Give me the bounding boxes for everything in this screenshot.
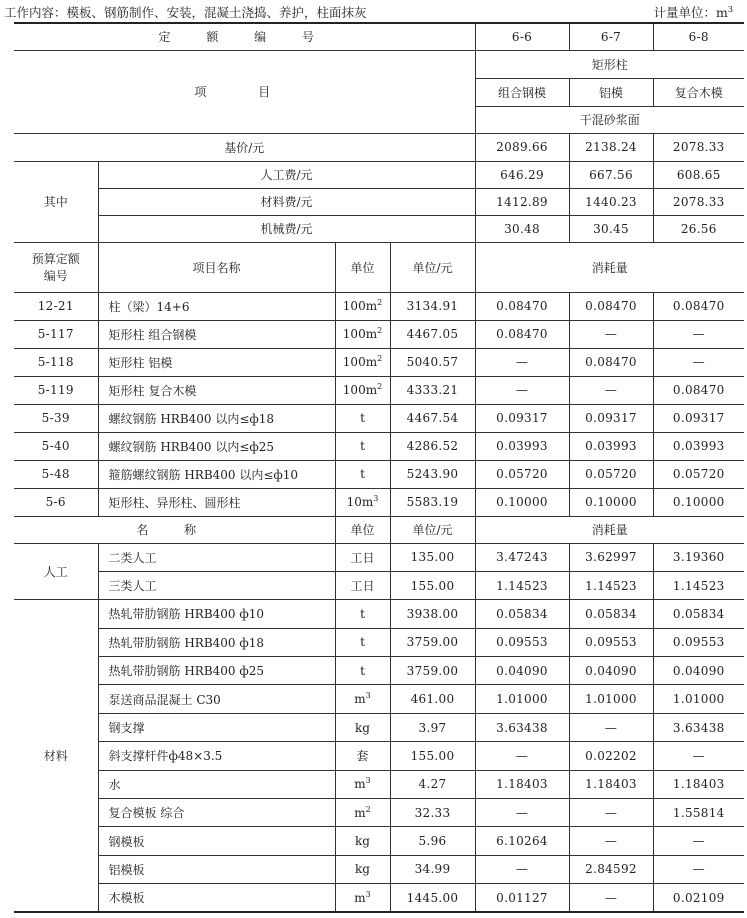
material-value: 0.09553 [475, 628, 569, 656]
budget-price: 5040.57 [390, 348, 475, 376]
among-row [14, 215, 744, 242]
material-value: 0.05834 [653, 600, 744, 628]
material-value: — [569, 827, 653, 855]
among-value: 1440.23 [569, 188, 653, 215]
resource-header-row [14, 516, 744, 543]
unit-text: 工日 [350, 550, 375, 565]
material-row [14, 685, 744, 713]
budget-value: — [475, 376, 569, 404]
material-value: 1.18403 [653, 770, 744, 798]
material-value: 0.02109 [653, 884, 744, 912]
quota-code: 6-6 [475, 23, 569, 50]
among-value: 608.65 [653, 161, 744, 188]
budget-price: 5583.19 [390, 488, 475, 516]
budget-value: 0.08470 [475, 320, 569, 348]
material-value: 0.09553 [569, 628, 653, 656]
material-price: 4.27 [390, 770, 475, 798]
budget-row [14, 432, 744, 460]
unit-cell [335, 884, 390, 912]
labor-label: 人工 [14, 543, 98, 600]
measure-unit: 计量单位：$m^3$ [653, 4, 733, 20]
material-label: 材料 [14, 600, 98, 912]
material-value: — [475, 855, 569, 883]
material-row [14, 884, 744, 912]
labor-value: 3.19360 [653, 543, 744, 571]
unit-text: m [354, 777, 366, 792]
material-value: — [569, 799, 653, 827]
material-price: 3.97 [390, 713, 475, 741]
quota-table-body [14, 23, 744, 912]
budget-value: — [653, 348, 744, 376]
budget-value: 0.08470 [569, 292, 653, 320]
unit-cell [335, 543, 390, 571]
material-name: 钢支撑 [98, 713, 335, 741]
budget-value: 0.03993 [475, 432, 569, 460]
unit-text: t [360, 606, 365, 621]
material-value: 1.55814 [653, 799, 744, 827]
unit-cell [335, 292, 390, 320]
budget-row [14, 404, 744, 432]
budget-value: 0.09317 [569, 404, 653, 432]
unit-cell [335, 628, 390, 656]
material-row [14, 855, 744, 883]
labor-value: 3.47243 [475, 543, 569, 571]
material-price: 34.99 [390, 855, 475, 883]
material-price: 1445.00 [390, 884, 475, 912]
unit-text: t [360, 467, 365, 481]
unit-text: t [360, 411, 365, 425]
budget-value: — [569, 376, 653, 404]
budget-row [14, 292, 744, 320]
budget-code: 5-117 [14, 320, 98, 348]
unit-cell [335, 571, 390, 599]
among-row [14, 188, 744, 215]
budget-value: 0.08470 [653, 292, 744, 320]
unit-cell [335, 348, 390, 376]
column-group: 矩形柱 [475, 50, 744, 78]
budget-name: 螺纹钢筋 HRB400 以内≤ф18 [98, 404, 335, 432]
budget-name-header: 项目名称 [98, 242, 335, 292]
material-value: 3.63438 [475, 713, 569, 741]
budget-price: 4333.21 [390, 376, 475, 404]
among-value: 1412.89 [475, 188, 569, 215]
labor-name: 二类人工 [98, 543, 335, 571]
unit-sup: 2 [377, 354, 383, 363]
budget-value: — [653, 320, 744, 348]
material-name: 钢模板 [98, 827, 335, 855]
budget-price: 4467.05 [390, 320, 475, 348]
material-value: — [569, 884, 653, 912]
material-value: — [653, 855, 744, 883]
budget-row [14, 460, 744, 488]
among-value: 30.48 [475, 215, 569, 242]
budget-code: 5-119 [14, 376, 98, 404]
quota-code: 6-7 [569, 23, 653, 50]
header-line [0, 0, 747, 22]
unit-cell [335, 432, 390, 460]
unit-text: m [354, 692, 366, 707]
mortar-type: 干混砂浆面 [475, 106, 744, 133]
material-value: — [569, 713, 653, 741]
unit-cell [335, 855, 390, 883]
material-name: 木模板 [98, 884, 335, 912]
budget-price: 4467.54 [390, 404, 475, 432]
budget-value: 0.08470 [475, 292, 569, 320]
unit-cell [335, 460, 390, 488]
unit-text: m [354, 890, 366, 905]
material-value: 0.04090 [653, 657, 744, 685]
unit-text: 100m [342, 383, 378, 397]
among-value: 667.56 [569, 161, 653, 188]
unit-text: 100m [342, 355, 378, 369]
unit-sup: 3 [373, 494, 379, 503]
labor-price: 155.00 [390, 571, 475, 599]
among-item-label: 人工费/元 [98, 161, 475, 188]
unit-text: kg [355, 862, 370, 877]
material-value: — [475, 799, 569, 827]
labor-value: 3.62997 [569, 543, 653, 571]
budget-name: 矩形柱 复合木模 [98, 376, 335, 404]
labor-value: 1.14523 [569, 571, 653, 599]
unit-text: t [360, 635, 365, 650]
among-label: 其中 [14, 161, 98, 242]
unit-text: t [360, 663, 365, 678]
budget-value: — [475, 348, 569, 376]
material-name: 铝模板 [98, 855, 335, 883]
unit-sup: 3 [365, 776, 371, 786]
unit-sup: 2 [377, 298, 383, 307]
item-label: 项 目 [14, 50, 475, 133]
material-row [14, 713, 744, 741]
material-value: — [653, 827, 744, 855]
among-value: 30.45 [569, 215, 653, 242]
among-item-label: 机械费/元 [98, 215, 475, 242]
budget-value: 0.08470 [569, 348, 653, 376]
material-value: 1.18403 [569, 770, 653, 798]
material-price: 32.33 [390, 799, 475, 827]
material-row [14, 742, 744, 770]
unit-cell [335, 799, 390, 827]
budget-name: 螺纹钢筋 HRB400 以内≤ф25 [98, 432, 335, 460]
resource-price-header: 单位/元 [390, 516, 475, 543]
budget-value: 0.10000 [569, 488, 653, 516]
labor-value: 1.14523 [475, 571, 569, 599]
budget-price-header: 单位/元 [390, 242, 475, 292]
budget-code-header: 预算定额 编号 [14, 242, 98, 292]
budget-name: 矩形柱 组合钢模 [98, 320, 335, 348]
material-name: 水 [98, 770, 335, 798]
material-price: 5.96 [390, 827, 475, 855]
unit-sup: 2 [377, 326, 383, 335]
base-price: 2089.66 [475, 133, 569, 161]
budget-value: — [569, 320, 653, 348]
budget-price: 4286.52 [390, 432, 475, 460]
unit-text: 套 [356, 749, 369, 764]
material-name: 热轧带肋钢筋 HRB400 ф18 [98, 628, 335, 656]
unit-cell [335, 770, 390, 798]
budget-code: 5-118 [14, 348, 98, 376]
quota-no-label: 定 额 编 号 [14, 23, 475, 50]
labor-price: 135.00 [390, 543, 475, 571]
budget-name: 矩形柱 铝模 [98, 348, 335, 376]
material-value: 0.09553 [653, 628, 744, 656]
material-value: 0.02202 [569, 742, 653, 770]
material-value: 0.05834 [569, 600, 653, 628]
budget-value: 0.10000 [653, 488, 744, 516]
material-value: 3.63438 [653, 713, 744, 741]
unit-text: 工日 [350, 579, 375, 594]
material-price: 461.00 [390, 685, 475, 713]
material-name: 热轧带肋钢筋 HRB400 ф25 [98, 657, 335, 685]
labor-name: 三类人工 [98, 571, 335, 599]
material-price: 3759.00 [390, 628, 475, 656]
unit-cell [335, 488, 390, 516]
budget-value: 0.09317 [475, 404, 569, 432]
material-value: 1.18403 [475, 770, 569, 798]
budget-value: 0.09317 [653, 404, 744, 432]
budget-value: 0.03993 [653, 432, 744, 460]
material-price: 155.00 [390, 742, 475, 770]
column-type: 铝模 [569, 78, 653, 106]
quota-table [14, 22, 744, 913]
material-value: — [653, 742, 744, 770]
budget-row [14, 320, 744, 348]
budget-row [14, 348, 744, 376]
budget-code: 5-40 [14, 432, 98, 460]
material-value: 6.10264 [475, 827, 569, 855]
material-row [14, 799, 744, 827]
material-value: 2.84592 [569, 855, 653, 883]
resource-name-header: 名 称 [14, 516, 335, 543]
unit-sup: 2 [377, 382, 383, 391]
material-row [14, 827, 744, 855]
unit-cell [335, 657, 390, 685]
material-value: — [475, 742, 569, 770]
material-value: 1.01000 [569, 685, 653, 713]
material-value: 1.01000 [475, 685, 569, 713]
resource-unit-header: 单位 [335, 516, 390, 543]
unit-cell [335, 320, 390, 348]
among-value: 26.56 [653, 215, 744, 242]
unit-text: t [360, 439, 365, 453]
budget-row [14, 376, 744, 404]
column-type: 组合钢模 [475, 78, 569, 106]
among-item-label: 材料费/元 [98, 188, 475, 215]
material-row [14, 600, 744, 628]
labor-row [14, 571, 744, 599]
budget-unit-header: 单位 [335, 242, 390, 292]
material-value: 1.01000 [653, 685, 744, 713]
unit-text: kg [355, 720, 370, 735]
material-row [14, 628, 744, 656]
base-price: 2138.24 [569, 133, 653, 161]
unit-cell [335, 376, 390, 404]
material-price: 3938.00 [390, 600, 475, 628]
material-value: 0.04090 [569, 657, 653, 685]
budget-value: 0.05720 [475, 460, 569, 488]
work-content: 工作内容：模板、钢筋制作、安装，混凝土浇捣、养护，柱面抹灰 [4, 5, 367, 20]
unit-cell [335, 827, 390, 855]
material-name: 热轧带肋钢筋 HRB400 ф10 [98, 600, 335, 628]
budget-code: 5-48 [14, 460, 98, 488]
material-value: 0.01127 [475, 884, 569, 912]
unit-cell [335, 713, 390, 741]
resource-consumption-header: 消耗量 [475, 516, 744, 543]
budget-code: 5-6 [14, 488, 98, 516]
unit-cell [335, 685, 390, 713]
base-price-label: 基价/元 [14, 133, 475, 161]
budget-price: 3134.91 [390, 292, 475, 320]
unit-cell [335, 742, 390, 770]
labor-row [14, 543, 744, 571]
base-price: 2078.33 [653, 133, 744, 161]
material-row [14, 657, 744, 685]
budget-row [14, 488, 744, 516]
among-row [14, 161, 744, 188]
material-price: 3759.00 [390, 657, 475, 685]
budget-code: 12-21 [14, 292, 98, 320]
column-type: 复合木模 [653, 78, 744, 106]
among-value: 646.29 [475, 161, 569, 188]
unit-text: kg [355, 834, 370, 849]
unit-sup: 3 [365, 889, 371, 899]
budget-consumption-header: 消耗量 [475, 242, 744, 292]
budget-value: 0.03993 [569, 432, 653, 460]
material-name: 泵送商品混凝土 C30 [98, 685, 335, 713]
budget-name: 矩形柱、异形柱、圆形柱 [98, 488, 335, 516]
quota-code: 6-8 [653, 23, 744, 50]
material-name: 斜支撑杆件ф48×3.5 [98, 742, 335, 770]
budget-price: 5243.90 [390, 460, 475, 488]
budget-value: 0.05720 [653, 460, 744, 488]
unit-sup: 2 [365, 804, 371, 814]
unit-text: 10m [346, 495, 374, 509]
material-value: 0.05834 [475, 600, 569, 628]
labor-value: 1.14523 [653, 571, 744, 599]
budget-value: 0.10000 [475, 488, 569, 516]
unit-cell [335, 404, 390, 432]
unit-text: m [354, 805, 366, 820]
budget-value: 0.05720 [569, 460, 653, 488]
among-value: 2078.33 [653, 188, 744, 215]
budget-header-row [14, 242, 744, 292]
unit-text: 100m [342, 299, 378, 313]
budget-value: 0.08470 [653, 376, 744, 404]
unit-sup: 3 [365, 691, 371, 701]
material-name: 复合模板 综合 [98, 799, 335, 827]
budget-name: 柱（梁）14+6 [98, 292, 335, 320]
material-value: 0.04090 [475, 657, 569, 685]
budget-name: 箍筋螺纹钢筋 HRB400 以内≤ф10 [98, 460, 335, 488]
material-row [14, 770, 744, 798]
budget-code: 5-39 [14, 404, 98, 432]
unit-text: 100m [342, 327, 378, 341]
unit-cell [335, 600, 390, 628]
